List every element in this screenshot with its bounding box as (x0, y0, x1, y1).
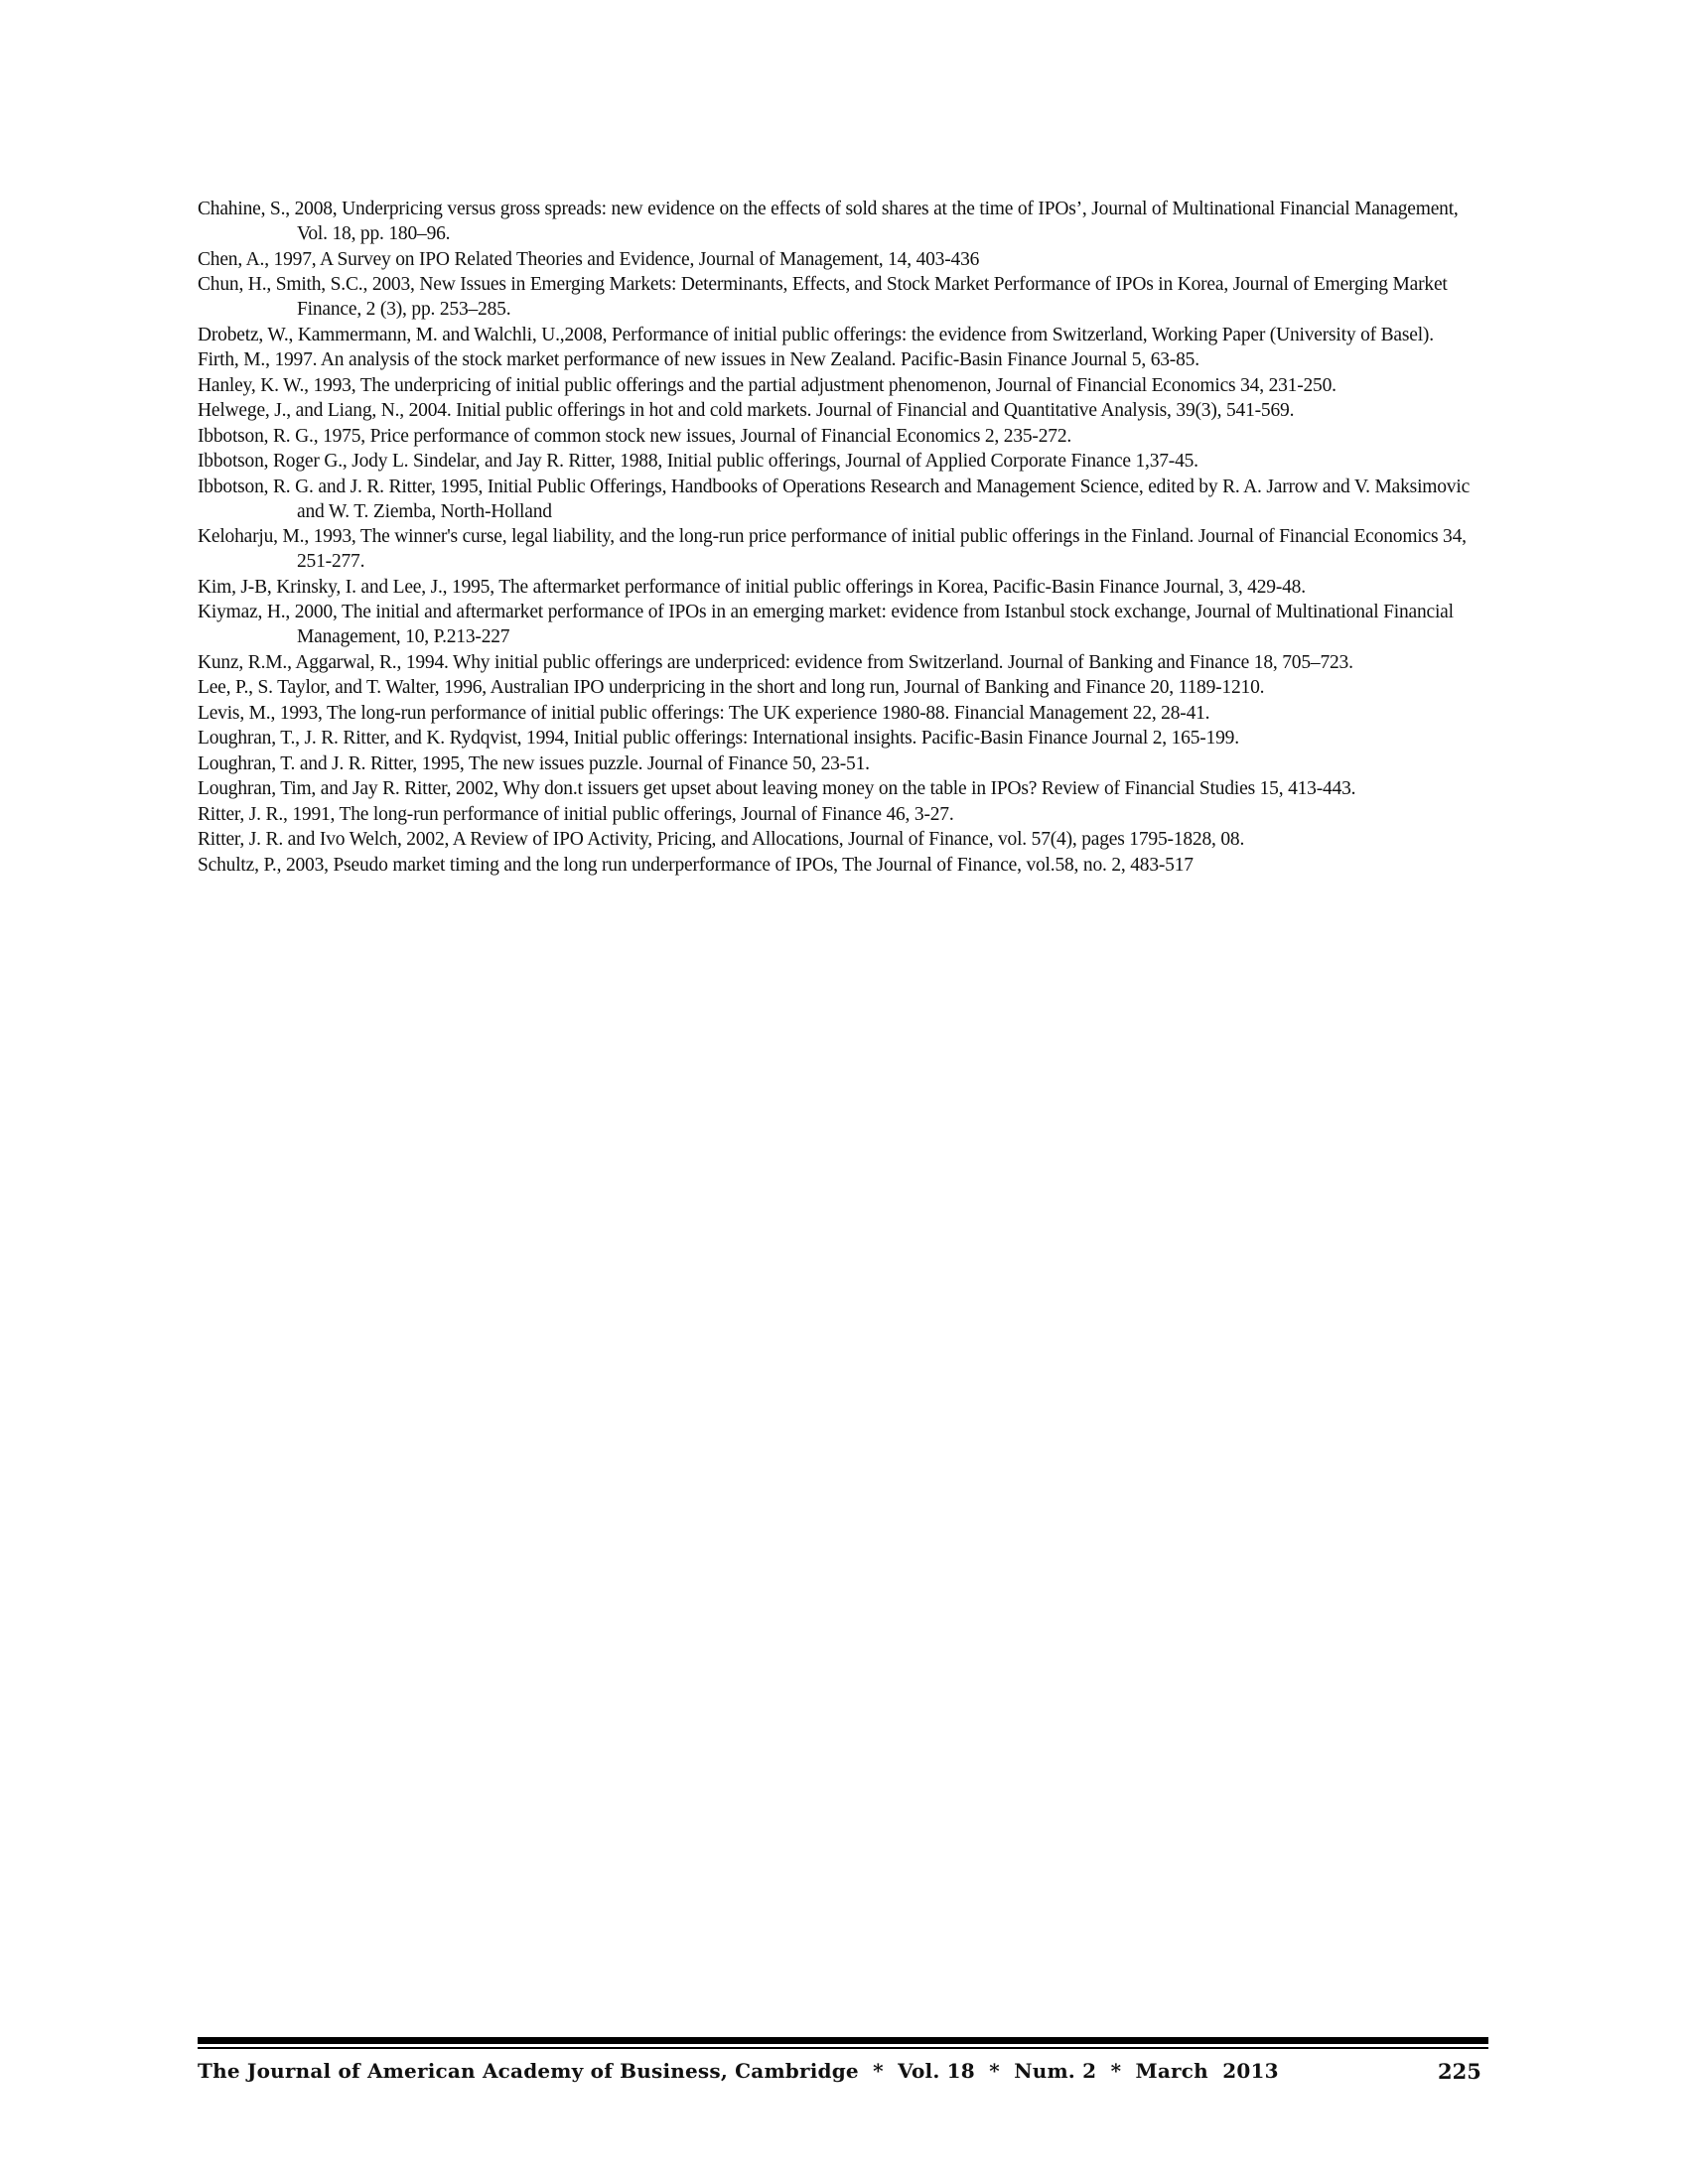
reference-entry: Lee, P., S. Taylor, and T. Walter, 1996, Australian IPO underpricing in the short and long run, Journal of Banking and Finance 20, 1189-1210. (198, 677, 1265, 698)
reference-entry: Drobetz, W., Kammermann, M. and Walchli, U.,2008, Performance of initial public offerings: the evidence from Switzerland, Working Paper (University of Basel). (198, 324, 1434, 345)
reference-entry: Ritter, J. R., 1991, The long-run performance of initial public offerings, Journal of Finance 46, 3-27. (198, 803, 954, 825)
reference-entry: Chen, A., 1997, A Survey on IPO Related Theories and Evidence, Journal of Management, 14, 403-436 (198, 248, 980, 270)
footer-divider-thick (198, 2037, 1488, 2044)
page-number: 225 (1438, 2059, 1481, 2084)
footer-divider-thin (198, 2047, 1488, 2049)
reference-entry: Loughran, T., J. R. Ritter, and K. Rydqvist, 1994, Initial public offerings: International insights. Pacific-Basin Finance Journal 2, 165-199. (198, 728, 1239, 749)
reference-entry: Chahine, S., 2008, Underpricing versus gross spreads: new evidence on the effects of sold shares at the time of IPOs’, Journal of Multinational Financial Management, Vol. 18, pp. 180–96. (198, 199, 1459, 244)
reference-entry: Kunz, R.M., Aggarwal, R., 1994. Why initial public offerings are underpriced: evidence from Switzerland. Journal of Banking and Finance 18, 705–723. (198, 651, 1353, 673)
reference-entry: Chun, H., Smith, S.C., 2003, New Issues in Emerging Markets: Determinants, Effects, and Stock Market Performance of IPOs in Korea, Journal of Emerging Market Finance, 2 (3), pp. 253–285. (198, 274, 1448, 320)
reference-entry: Schultz, P., 2003, Pseudo market timing and the long run underperformance of IPOs, The Journal of Finance, vol.58, no. 2, 483-517 (198, 854, 1194, 876)
reference-entry: Loughran, T. and J. R. Ritter, 1995, The new issues puzzle. Journal of Finance 50, 23-51. (198, 752, 870, 774)
reference-entry: Firth, M., 1997. An analysis of the stock market performance of new issues in New Zealand. Pacific-Basin Finance Journal 5, 63-85. (198, 349, 1199, 370)
reference-entry: Hanley, K. W., 1993, The underpricing of initial public offerings and the partial adjustment phenomenon, Journal of Financial Economics 34, 231-250. (198, 374, 1336, 396)
reference-entry: Loughran, Tim, and Jay R. Ritter, 2002, Why don.t issuers get upset about leaving money on the table in IPOs? Review of Financial Studies 15, 413-443. (198, 778, 1356, 799)
footer-journal-citation: The Journal of American Academy of Business, Cambridge * Vol. 18 * Num. 2 * March 2013 (198, 2059, 1279, 2083)
reference-entry: Ibbotson, R. G. and J. R. Ritter, 1995, Initial Public Offerings, Handbooks of Operations Research and Management Science, edited by R. A. Jarrow and V. Maksimovic and W. T. Ziemba, North-Holland (198, 476, 1471, 522)
reference-entry: Ritter, J. R. and Ivo Welch, 2002, A Review of IPO Activity, Pricing, and Allocations, Journal of Finance, vol. 57(4), pages 1795-1828, 08. (198, 829, 1245, 850)
reference-entry: Kim, J-B, Krinsky, I. and Lee, J., 1995, The aftermarket performance of initial public offerings in Korea, Pacific-Basin Finance Journal, 3, 429-48. (198, 576, 1306, 598)
reference-entry: Keloharju, M., 1993, The winner's curse, legal liability, and the long-run price performance of initial public offerings in the Finland. Journal of Financial Economics 34, 251-277. (198, 526, 1467, 572)
reference-entry: Ibbotson, R. G., 1975, Price performance of common stock new issues, Journal of Financial Economics 2, 235-272. (198, 425, 1072, 447)
reference-entry: Kiymaz, H., 2000, The initial and aftermarket performance of IPOs in an emerging market: evidence from Istanbul stock exchange, Journal of Multinational Financial Management, 10, P.213-227 (198, 602, 1454, 647)
reference-entry: Helwege, J., and Liang, N., 2004. Initial public offerings in hot and cold markets. Journal of Financial and Quantitative Analysis, 39(3), 541-569. (198, 400, 1295, 421)
reference-entry: Ibbotson, Roger G., Jody L. Sindelar, and Jay R. Ritter, 1988, Initial public offerings, Journal of Applied Corporate Finance 1,37-45. (198, 451, 1198, 472)
reference-list (198, 197, 1488, 878)
reference-entry: Levis, M., 1993, The long-run performance of initial public offerings: The UK experience 1980-88. Financial Management 22, 28-41. (198, 702, 1210, 724)
